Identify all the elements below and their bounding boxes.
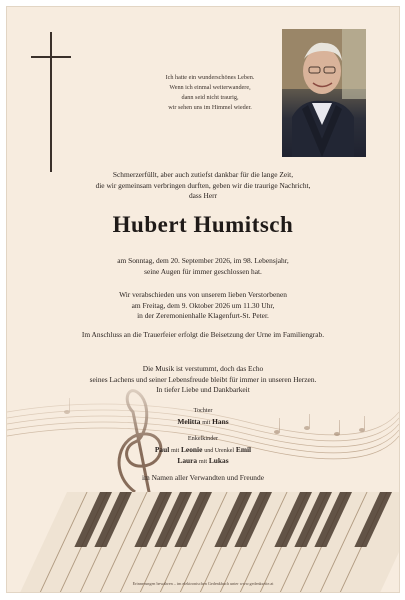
connector-text: mit — [171, 447, 180, 454]
intro-line: dass Herr — [188, 191, 218, 200]
poem-line: Wenn ich einmal weiterwandere, — [169, 84, 251, 91]
grandchild-name: Laura — [177, 456, 198, 465]
great-grandchild-name: Emil — [235, 444, 252, 454]
grandchild-name: Paul — [154, 444, 170, 454]
music-line: seines Lachens und seiner Lebensfreude bleibt für immer in unseren Herzen. — [89, 374, 317, 384]
music-line: In tiefer Liebe und Dankbarkeit — [156, 385, 250, 394]
grandchildren-label: Enkelkinder — [187, 435, 219, 442]
grandchildren-section — [27, 434, 379, 468]
daughter-name: Melitta — [177, 416, 201, 426]
portrait-photo — [282, 29, 366, 157]
daughter-section — [27, 406, 379, 428]
music-quote — [27, 364, 379, 396]
music-line: Die Musik ist verstummt, doch das Echo — [142, 364, 264, 373]
poem-line: dann seid nicht traurig, — [181, 94, 239, 101]
death-line: am Sonntag, dem 20. September 2026, im 98. Lebensjahr, — [117, 256, 289, 265]
death-notice — [27, 256, 379, 277]
partner-name: Hans — [212, 416, 229, 426]
poem-line: wir sehen uns im Himmel wieder. — [168, 104, 252, 111]
intro-line: Schmerzerfüllt, aber auch zutiefst dankbar für die lange Zeit, — [112, 170, 294, 179]
connector-text: mit — [202, 419, 211, 426]
connector-text: mit — [198, 459, 207, 465]
farewell-line: am Freitag, dem 9. Oktober 2026 um 11.30 Uhr, — [131, 300, 275, 310]
burial-notice: Im Anschluss an die Trauerfeier erfolgt die Beisetzung der Urne im Familiengrab. — [81, 330, 325, 339]
poem-line: Ich hatte ein wunderschönes Leben. — [165, 74, 255, 81]
farewell-line: in der Zeremonienhalle Klagenfurt-St. Peter. — [137, 311, 269, 320]
cross-icon-bar — [31, 56, 71, 58]
cross-icon — [50, 32, 52, 172]
relatives-line: im Namen aller Verwandten und Freunde — [142, 473, 264, 482]
partner-name: Lukas — [208, 456, 229, 465]
intro-text — [27, 170, 379, 202]
obituary-card — [6, 6, 400, 593]
deceased-name: Hubert Humitsch — [112, 212, 294, 237]
daughter-label: Tochter — [193, 407, 213, 414]
intro-line: die wir gemeinsam verbringen durften, geben wir die traurige Nachricht, — [95, 180, 311, 190]
death-line: seine Augen für immer geschlossen hat. — [144, 266, 262, 276]
farewell-line: Wir verabschieden uns von unserem lieben Verstorbenen — [119, 290, 287, 299]
footer-link[interactable]: Erinnerungen bewahren – im elektronischen Gedenkbuch unter www.gedenkseite.at — [132, 581, 274, 586]
connector-text: und Urenkel — [204, 447, 235, 454]
poem — [135, 73, 285, 113]
partner-name: Leonie — [181, 444, 203, 454]
farewell-notice — [27, 290, 379, 322]
